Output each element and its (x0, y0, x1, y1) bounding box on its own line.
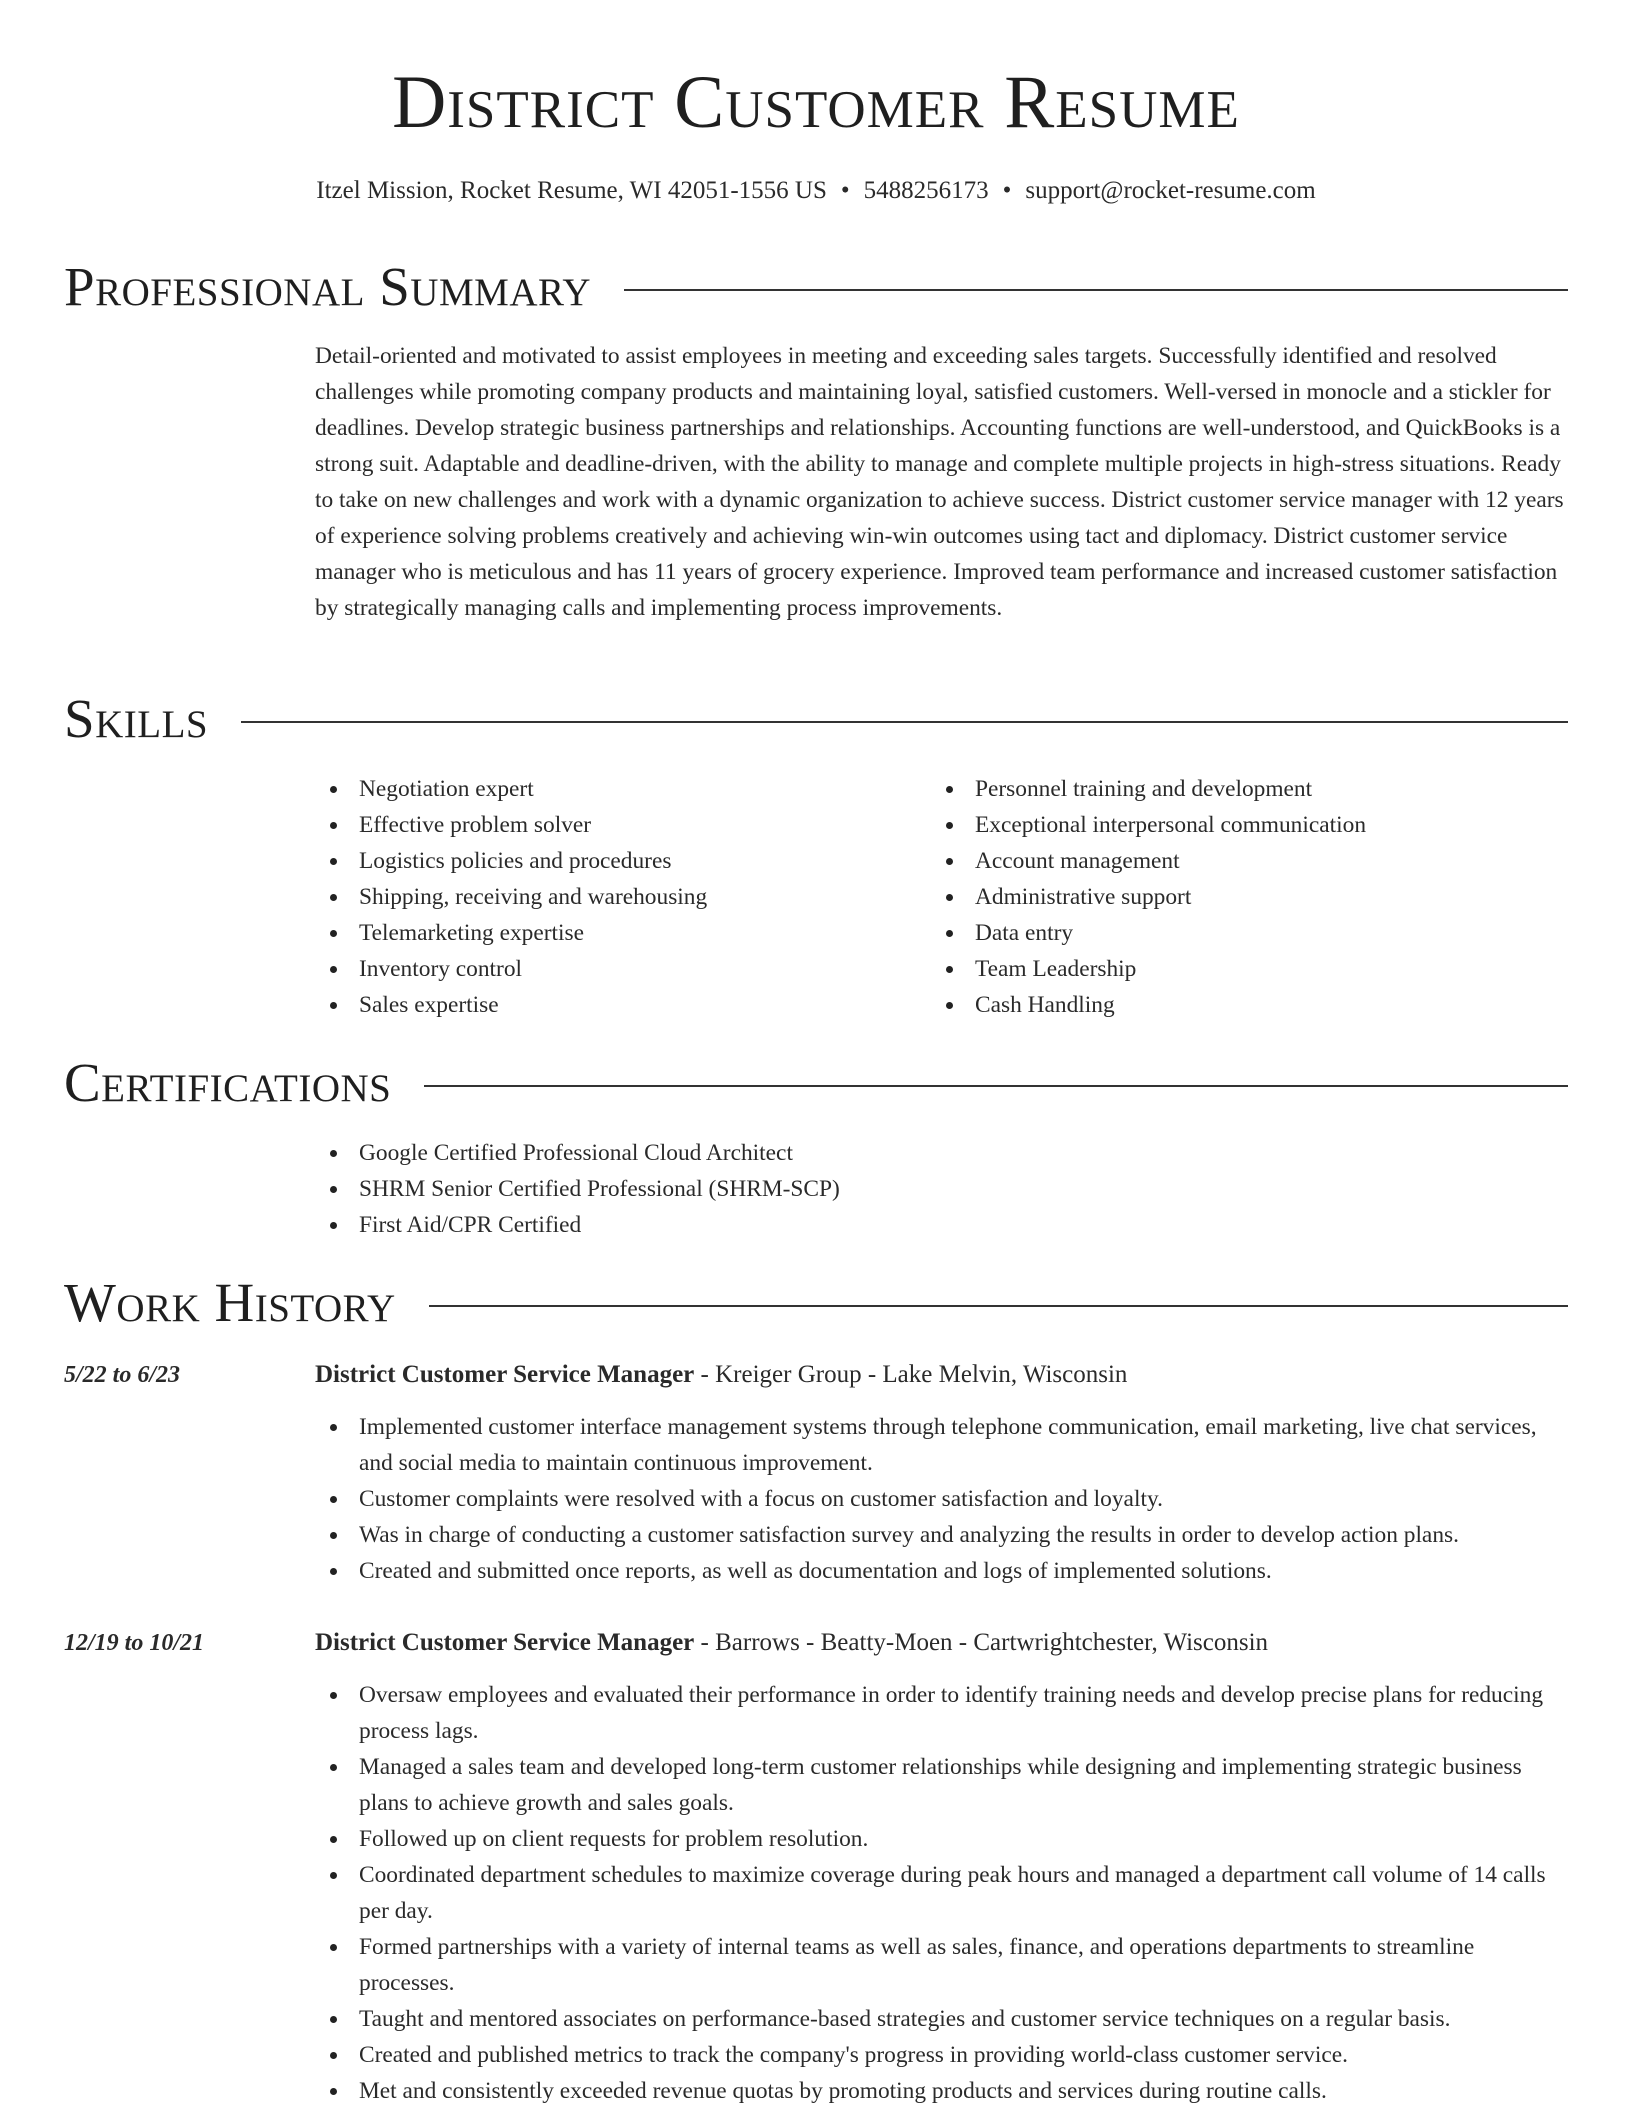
certification-item: Google Certified Professional Cloud Architect (315, 1135, 1315, 1171)
job-bullet: Implemented customer interface management systems through telephone communication, email marketing, live chat services, and social media to maintain continuous improvement. (315, 1409, 1568, 1481)
page-title: District Customer Resume (392, 61, 1240, 144)
skill-item: Telemarketing expertise (315, 915, 895, 951)
job-bullet: Managed a sales team and developed long-term customer relationships while designing and implementing strategic business plans to achieve growth and sales goals. (315, 1749, 1568, 1821)
job-dates: 12/19 to 10/21 (64, 1630, 205, 1656)
skill-item: Effective problem solver (315, 807, 895, 843)
section-title-certifications: Certifications (64, 1052, 392, 1113)
section-header-certifications (64, 1050, 1568, 1116)
job-bullet: Met and consistently exceeded revenue quotas by promoting products and services during routine calls. (315, 2073, 1568, 2109)
skill-item: Inventory control (315, 951, 895, 987)
job-bullet: Coordinated department schedules to maximize coverage during peak hours and managed a department call volume of 14 calls per day. (315, 1857, 1568, 1929)
section-header-summary (64, 254, 1568, 320)
job-bullet: Created and submitted once reports, as well as documentation and logs of implemented solutions. (315, 1553, 1568, 1589)
skill-item: Negotiation expert (315, 771, 895, 807)
job-bullet: Oversaw employees and evaluated their performance in order to identify training needs and develop precise plans for reducing process lags. (315, 1677, 1568, 1749)
contact-address: Itzel Mission, Rocket Resume, WI 42051-1556 US (316, 177, 827, 204)
certification-item: SHRM Senior Certified Professional (SHRM-SCP) (315, 1171, 1315, 1207)
skill-item: Cash Handling (931, 987, 1511, 1023)
job-role: District Customer Service Manager (315, 1361, 695, 1388)
section-title-summary: Professional Summary (64, 256, 592, 317)
skills-list-right (931, 771, 1511, 1023)
job-bullet: Created and published metrics to track the company's progress in providing world-class customer service. (315, 2037, 1568, 2073)
job-bullet: Customer complaints were resolved with a focus on customer satisfaction and loyalty. (315, 1481, 1568, 1517)
section-divider (624, 289, 1568, 291)
skill-item: Shipping, receiving and warehousing (315, 879, 895, 915)
skill-item: Logistics policies and procedures (315, 843, 895, 879)
section-divider (241, 721, 1568, 723)
job-heading (315, 1625, 1568, 1661)
job-company-location: - Kreiger Group - Lake Melvin, Wisconsin (694, 1361, 1128, 1388)
job-company-location: - Barrows - Beatty-Moen - Cartwrightchester, Wisconsin (694, 1629, 1269, 1656)
contact-email: support@rocket-resume.com (1025, 177, 1316, 204)
skill-item: Administrative support (931, 879, 1511, 915)
section-title-skills: Skills (64, 688, 209, 749)
job-heading (315, 1357, 1568, 1393)
contact-separator: • (840, 177, 850, 204)
job-role: District Customer Service Manager (315, 1629, 695, 1656)
certification-item: First Aid/CPR Certified (315, 1207, 1315, 1243)
section-header-skills (64, 686, 1568, 752)
job-bullet: Formed partnerships with a variety of internal teams as well as sales, finance, and operations departments to streamline processes. (315, 1929, 1568, 2001)
section-title-work-history: Work History (64, 1272, 396, 1333)
certifications-list (315, 1135, 1315, 1243)
skill-item: Account management (931, 843, 1511, 879)
job-bullets (315, 1677, 1568, 2109)
job-bullet: Was in charge of conducting a customer satisfaction survey and analyzing the results in order to develop action plans. (315, 1517, 1568, 1553)
contact-phone: 5488256173 (863, 177, 989, 204)
skill-item: Sales expertise (315, 987, 895, 1023)
job-bullets (315, 1409, 1568, 1589)
job-bullet: Taught and mentored associates on performance-based strategies and customer service techniques on a regular basis. (315, 2001, 1568, 2037)
skills-list-left (315, 771, 895, 1023)
section-divider (429, 1305, 1568, 1307)
section-header-work-history (64, 1270, 1568, 1336)
skill-item: Team Leadership (931, 951, 1511, 987)
summary-text: Detail-oriented and motivated to assist employees in meeting and exceeding sales targets. Successfully identified and resolved challenges while promoting company products and maintaining loyal, satisfied customers. Well-versed in monocle and a stickler for deadlines. Develop strategic business partnerships and relationships. Accounting functions are well-understood, and QuickBooks is a strong suit. Adaptable and deadline-driven, with the ability to manage and complete multiple projects in high-stress situations. Ready to take on new challenges and work with a dynamic organization to achieve success. District customer service manager with 12 years of experience solving problems creatively and achieving win-win outcomes using tact and diplomacy. District customer service manager who is meticulous and has 11 years of grocery experience. Improved team performance and increased customer satisfaction by strategically managing calls and implementing process improvements. (315, 343, 1564, 621)
job-bullet: Followed up on client requests for problem resolution. (315, 1821, 1568, 1857)
skill-item: Exceptional interpersonal communication (931, 807, 1511, 843)
section-divider (424, 1085, 1568, 1087)
skill-item: Data entry (931, 915, 1511, 951)
contact-line (0, 174, 1632, 208)
skill-item: Personnel training and development (931, 771, 1511, 807)
job-dates: 5/22 to 6/23 (64, 1362, 181, 1388)
contact-separator: • (1002, 177, 1012, 204)
